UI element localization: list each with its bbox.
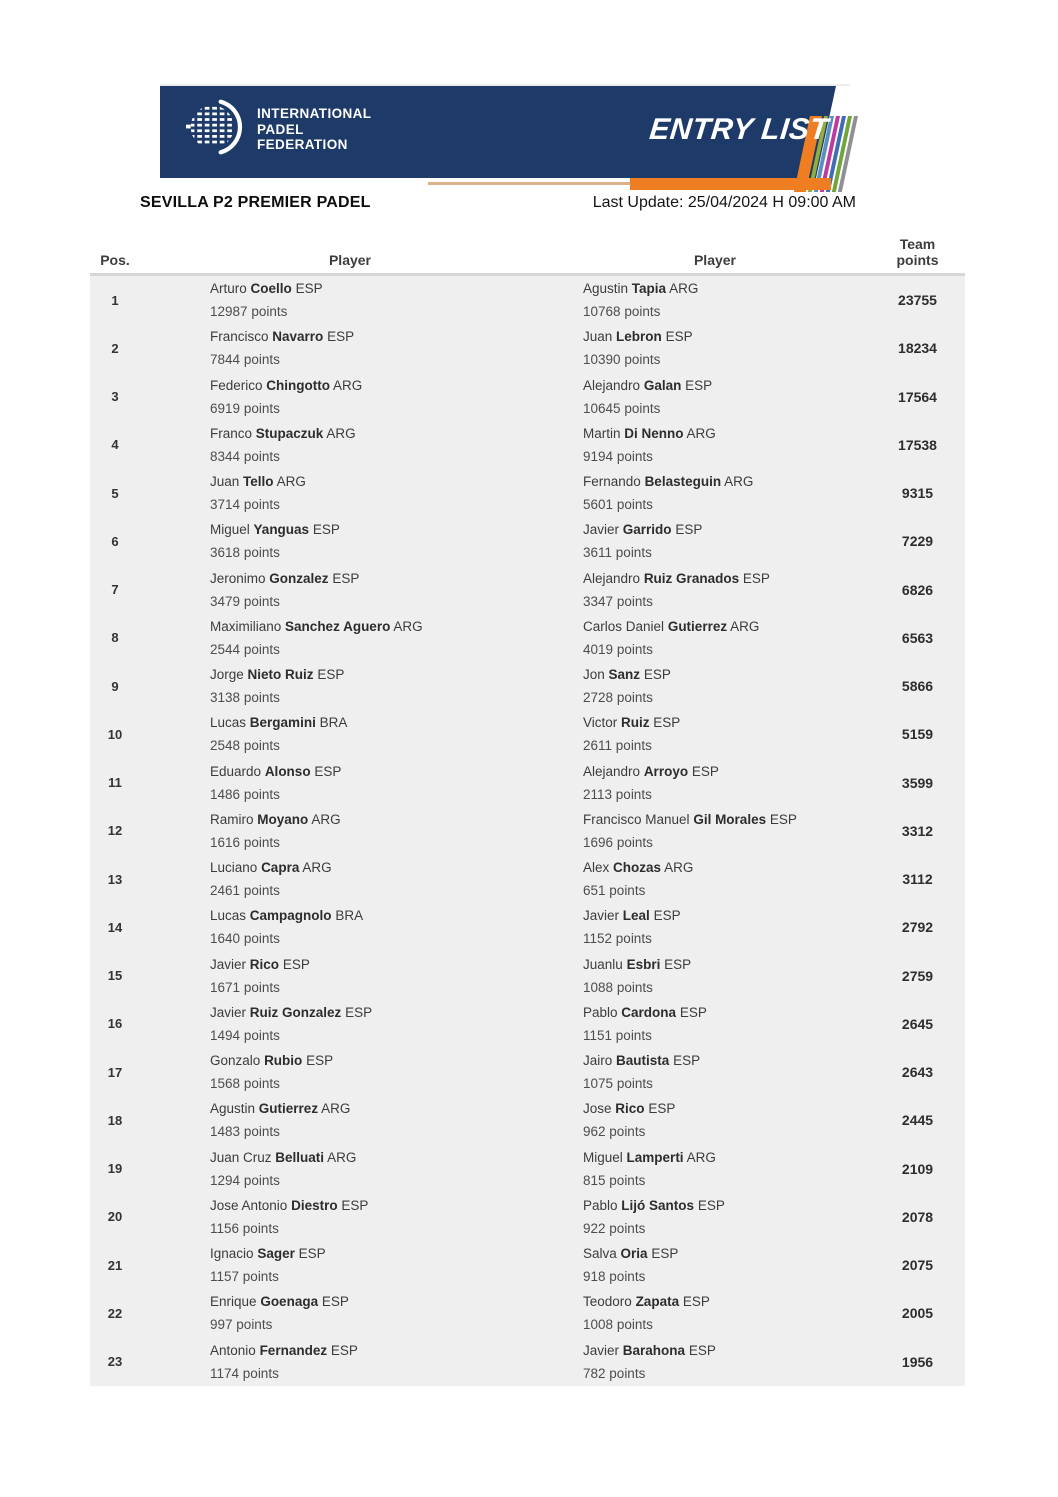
player1-name: Jose Antonio Diestro ESP [210,1197,369,1213]
table-row [90,1000,965,1048]
player2-cell [560,1289,870,1337]
player2-cell [560,276,870,324]
player2-name: Pablo Lijó Santos ESP [583,1197,725,1213]
player2-name: Salva Oria ESP [583,1246,679,1262]
table-row [90,276,965,324]
last-update-text: Last Update: 25/04/2024 H 09:00 AM [592,194,856,211]
position-cell: 20 [107,1209,123,1225]
player2-points: 3347 points [583,593,653,609]
table-row [90,421,965,469]
position-cell: 16 [107,1016,123,1032]
position-cell: 12 [107,823,123,839]
position-cell: 19 [107,1161,123,1177]
team-points-cell: 7229 [901,533,934,550]
team-points-cell: 2445 [901,1112,934,1129]
logo-line-3: FEDERATION [257,137,348,153]
player2-name: Francisco Manuel Gil Morales ESP [583,811,797,827]
team-points-cell: 3312 [901,822,934,839]
player1-points: 12987 points [210,304,288,320]
table-row [90,566,965,614]
player2-cell [560,421,870,469]
player1-name: Francisco Navarro ESP [210,329,355,345]
player2-points: 918 points [583,1269,646,1285]
player1-cell [140,903,560,951]
player1-points: 1294 points [210,1172,280,1188]
player2-cell [560,1048,870,1096]
table-row [90,952,965,1000]
player2-cell [560,324,870,372]
player1-cell [140,469,560,517]
player2-name: Martin Di Nenno ARG [583,425,716,441]
player1-name: Luciano Capra ARG [210,860,332,876]
player1-points: 3618 points [210,545,280,561]
player2-cell [560,710,870,758]
col-header-pos: Pos. [100,252,130,268]
player1-points: 1174 points [210,1365,279,1381]
team-points-cell: 6826 [901,581,934,598]
table-header [90,236,965,276]
table-row [90,1241,965,1289]
player1-points: 2544 points [210,641,280,657]
table-row [90,759,965,807]
player2-name: Jairo Bautista ESP [583,1053,701,1069]
player2-cell [560,469,870,517]
player1-name: Franco Stupaczuk ARG [210,425,356,441]
team-points-cell: 2792 [901,919,934,936]
player2-points: 782 points [583,1365,646,1381]
player2-points: 1088 points [583,979,653,995]
player1-cell [140,1096,560,1144]
position-cell: 21 [107,1257,123,1273]
player1-name: Agustin Gutierrez ARG [210,1101,351,1117]
position-cell: 23 [107,1354,123,1370]
player2-cell [560,566,870,614]
player1-name: Maximiliano Sanchez Aguero ARG [210,618,423,634]
player1-name: Miguel Yanguas ESP [210,522,340,538]
player2-points: 922 points [583,1220,646,1236]
team-points-cell: 2078 [901,1208,934,1225]
player1-points: 3714 points [210,497,280,513]
player2-cell [560,517,870,565]
table-row [90,614,965,662]
team-points-cell: 2109 [901,1160,934,1177]
player2-name: Teodoro Zapata ESP [583,1294,710,1310]
player1-cell [140,1000,560,1048]
position-cell: 15 [107,968,123,984]
team-points-cell: 1956 [901,1353,934,1370]
player1-points: 1640 points [210,931,280,947]
team-points-cell: 2759 [901,967,934,984]
player2-name: Javier Garrido ESP [583,522,703,538]
player2-cell [560,903,870,951]
player1-points: 1156 points [210,1220,279,1236]
position-cell: 1 [111,292,119,308]
team-points-cell: 2645 [901,1015,934,1032]
logo-line-2: PADEL [257,121,304,137]
team-points-cell: 17538 [898,436,937,453]
player2-points: 2113 points [583,786,652,802]
team-points-cell: 2643 [901,1064,934,1081]
position-cell: 2 [111,340,119,356]
player2-points: 10390 points [583,352,661,368]
banner-tan-line [428,182,630,185]
player1-name: Jeronimo Gonzalez ESP [210,570,360,586]
player2-points: 1075 points [583,1076,653,1092]
player2-cell [560,855,870,903]
player1-name: Eduardo Alonso ESP [210,763,342,779]
player2-cell [560,759,870,807]
team-points-cell: 3112 [902,871,933,888]
position-cell: 9 [111,678,119,694]
player2-points: 10645 points [583,400,661,416]
banner-orange-bar [630,178,831,190]
player2-points: 651 points [583,883,646,899]
table-body [90,276,965,1386]
player2-name: Alejandro Arroyo ESP [583,763,719,779]
player2-name: Javier Barahona ESP [583,1342,716,1358]
table-row [90,1338,965,1386]
player2-name: Victor Ruiz ESP [583,715,681,731]
player2-name: Juan Lebron ESP [583,329,693,345]
player2-points: 10768 points [583,304,661,320]
player1-points: 1483 points [210,1124,280,1140]
player2-points: 9194 points [583,448,653,464]
player1-points: 1157 points [210,1269,279,1285]
col-header-team-points: Team points [896,236,939,268]
position-cell: 5 [111,485,119,501]
position-cell: 3 [111,389,119,405]
player1-points: 7844 points [210,352,280,368]
player1-name: Enrique Goenaga ESP [210,1294,349,1310]
table-row [90,662,965,710]
player2-points: 815 points [583,1172,646,1188]
event-title: SEVILLA P2 PREMIER PADEL [140,194,371,211]
player2-name: Javier Leal ESP [583,908,681,924]
player1-name: Ignacio Sager ESP [210,1246,326,1262]
team-points-cell: 3599 [901,774,934,791]
ipf-logo-text [257,106,371,153]
table-row [90,1048,965,1096]
position-cell: 6 [111,533,119,549]
table-row [90,373,965,421]
player1-cell [140,1145,560,1193]
player1-points: 2548 points [210,738,280,754]
player1-cell [140,1193,560,1241]
table-row [90,1289,965,1337]
player1-cell [140,1048,560,1096]
player2-points: 2728 points [583,690,653,706]
team-points-cell: 17564 [898,388,937,405]
player1-name: Arturo Coello ESP [210,281,323,297]
player1-cell [140,1289,560,1337]
entry-list-banner [160,86,856,194]
player1-name: Lucas Campagnolo BRA [210,908,364,924]
player1-cell [140,566,560,614]
player1-points: 8344 points [210,448,280,464]
player2-name: Jose Rico ESP [583,1101,676,1117]
player2-name: Alejandro Ruiz Granados ESP [583,570,770,586]
table-row [90,855,965,903]
player2-cell [560,952,870,1000]
player2-points: 5601 points [583,497,653,513]
player1-name: Juan Tello ARG [210,474,306,490]
table-row [90,469,965,517]
player2-cell [560,1096,870,1144]
position-cell: 18 [107,1112,123,1128]
player1-cell [140,1338,560,1386]
player1-cell [140,421,560,469]
player1-name: Federico Chingotto ARG [210,377,363,393]
player1-cell [140,759,560,807]
position-cell: 14 [107,919,123,935]
col-header-player2: Player [693,252,737,268]
position-cell: 8 [111,630,119,646]
player2-points: 962 points [583,1124,646,1140]
player2-name: Fernando Belasteguin ARG [583,474,754,490]
player2-points: 2611 points [583,738,652,754]
player1-cell [140,1241,560,1289]
player2-points: 1151 points [583,1027,652,1043]
table-row [90,324,965,372]
table-row [90,517,965,565]
col-header-player1: Player [328,252,372,268]
player2-name: Agustin Tapia ARG [583,281,699,297]
player1-cell [140,324,560,372]
player1-points: 1616 points [210,834,280,850]
player1-cell [140,855,560,903]
team-points-cell: 6563 [901,629,934,646]
player1-cell [140,807,560,855]
team-points-cell: 5159 [901,726,934,743]
player1-points: 3479 points [210,593,280,609]
player2-cell [560,1145,870,1193]
document-header [140,194,856,212]
player2-cell [560,1193,870,1241]
position-cell: 7 [111,582,119,598]
player2-name: Alejandro Galan ESP [583,377,713,393]
player2-points: 1008 points [583,1317,653,1333]
team-points-cell: 9315 [901,485,934,502]
table-row [90,1096,965,1144]
team-points-cell: 5866 [901,678,934,695]
position-cell: 13 [107,871,123,887]
player1-cell [140,517,560,565]
player2-cell [560,1338,870,1386]
table-row [90,1145,965,1193]
player1-points: 6919 points [210,400,280,416]
player2-name: Jon Sanz ESP [583,667,671,683]
player1-points: 997 points [210,1317,273,1333]
player2-points: 4019 points [583,641,653,657]
banner-top-edge [160,84,850,86]
position-cell: 17 [107,1064,123,1080]
player2-points: 1152 points [583,931,652,947]
table-row [90,1193,965,1241]
player1-cell [140,710,560,758]
player2-cell [560,1241,870,1289]
player1-name: Antonio Fernandez ESP [210,1342,358,1358]
table-row [90,903,965,951]
player2-name: Carlos Daniel Gutierrez ARG [583,618,760,634]
player1-name: Jorge Nieto Ruiz ESP [210,667,345,683]
player1-points: 1486 points [210,786,280,802]
player2-cell [560,614,870,662]
player1-name: Ramiro Moyano ARG [210,811,341,827]
player2-name: Alex Chozas ARG [583,860,694,876]
ipf-logo [186,97,371,162]
team-points-cell: 23755 [898,292,937,309]
player1-cell [140,614,560,662]
player2-cell [560,807,870,855]
table-row [90,807,965,855]
player1-cell [140,276,560,324]
player2-name: Juanlu Esbri ESP [583,956,692,972]
player2-name: Miguel Lamperti ARG [583,1149,716,1165]
player1-cell [140,373,560,421]
position-cell: 4 [111,437,119,453]
player2-cell [560,662,870,710]
team-points-cell: 18234 [898,340,937,357]
table-row [90,710,965,758]
player2-cell [560,373,870,421]
player2-name: Pablo Cardona ESP [583,1004,707,1020]
team-points-cell: 2075 [901,1257,934,1274]
position-cell: 22 [107,1305,123,1321]
position-cell: 11 [108,775,122,791]
player1-points: 3138 points [210,690,280,706]
entry-table [90,236,965,1386]
position-cell: 10 [107,726,123,742]
player1-points: 1494 points [210,1027,280,1043]
player1-name: Juan Cruz Belluati ARG [210,1149,357,1165]
player1-cell [140,952,560,1000]
player2-cell [560,1000,870,1048]
banner-title: ENTRY LIST [647,113,831,146]
player1-points: 2461 points [210,883,280,899]
player2-points: 3611 points [583,545,652,561]
logo-line-1: INTERNATIONAL [257,106,372,122]
player1-points: 1671 points [210,979,280,995]
team-points-cell: 2005 [901,1305,934,1322]
player1-name: Lucas Bergamini BRA [210,715,348,731]
player1-name: Javier Ruiz Gonzalez ESP [210,1004,373,1020]
player1-name: Gonzalo Rubio ESP [210,1053,334,1069]
ipf-ball-icon [186,97,246,162]
player2-points: 1696 points [583,834,653,850]
player1-cell [140,662,560,710]
player1-points: 1568 points [210,1076,280,1092]
player1-name: Javier Rico ESP [210,956,310,972]
